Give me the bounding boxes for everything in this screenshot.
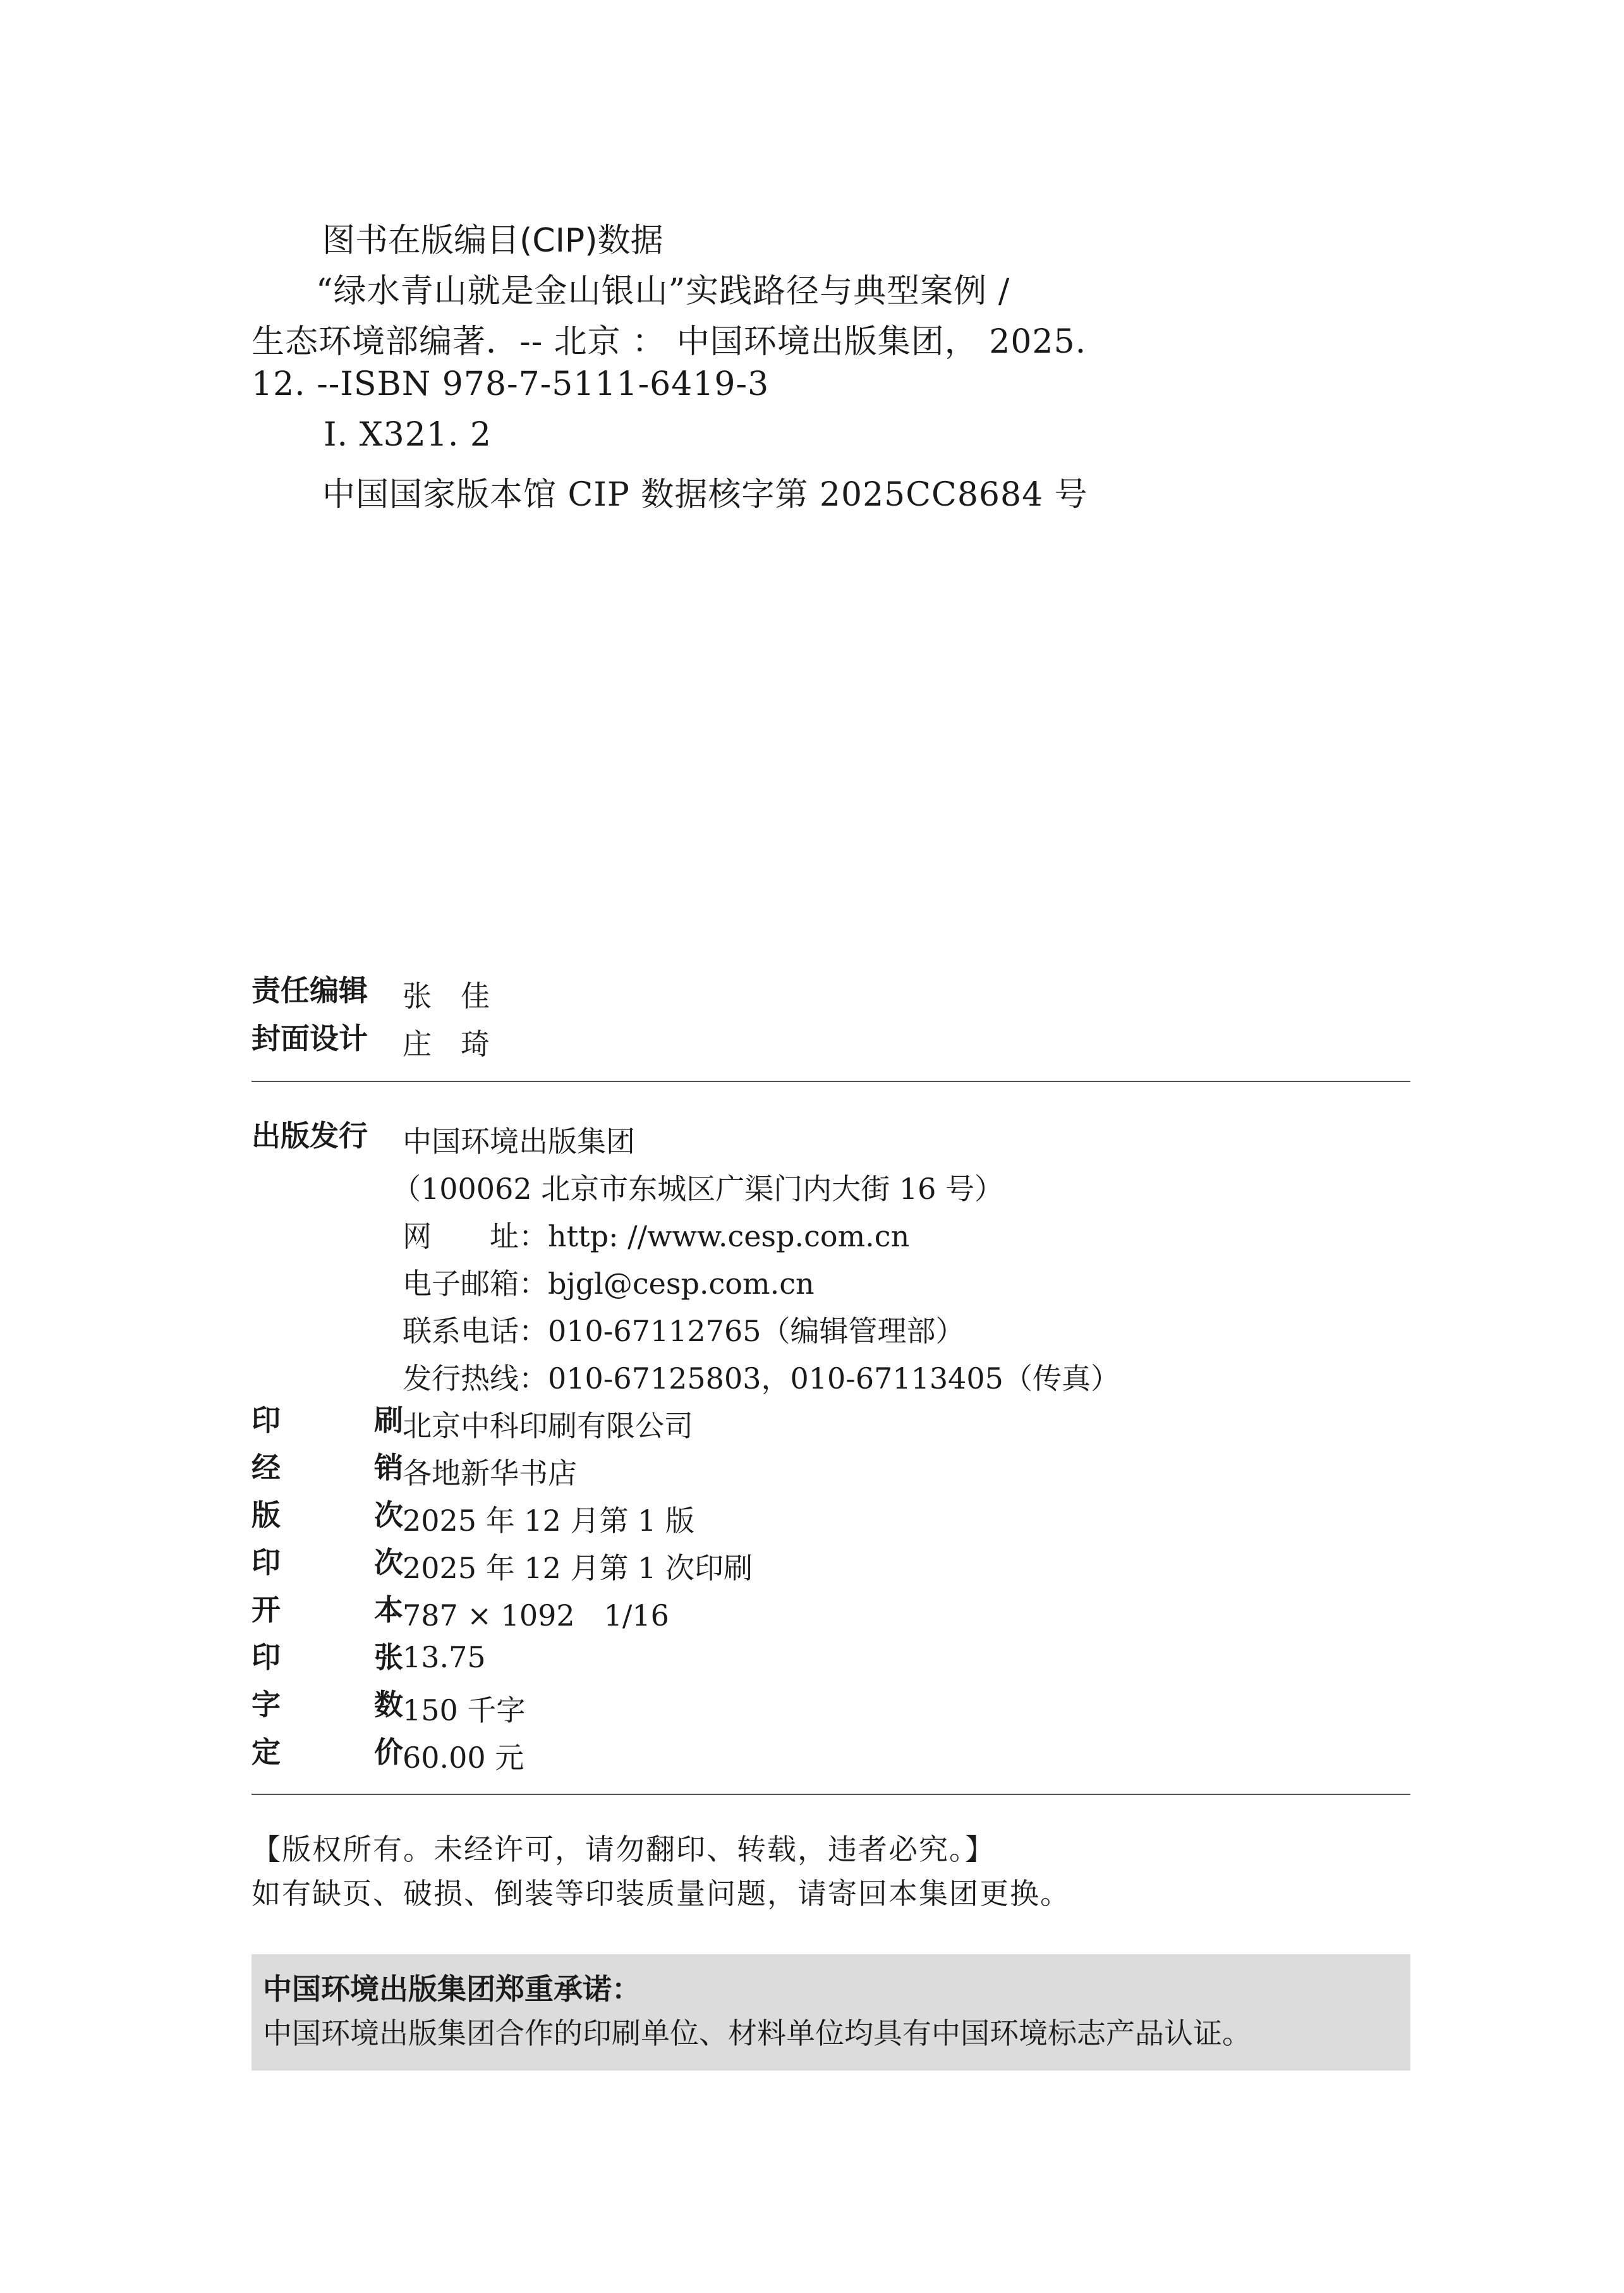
cover-row — [251, 1018, 403, 1055]
copyright-notice: 【版权所有。未经许可，请勿翻印、转载，违者必究。】 — [251, 1832, 995, 1866]
publisher-email — [403, 1261, 815, 1303]
cip-verification: 中国国家版本馆 CIP 数据核字第 2025CC8684 号 — [322, 476, 1088, 514]
phone-value: 010-67112765（编辑管理部） — [548, 1314, 965, 1348]
cover-label: 封面设计 — [251, 1021, 368, 1055]
publisher-name: 中国环境出版集团 — [403, 1124, 635, 1159]
publisher-row — [251, 1115, 403, 1153]
divider-bottom — [251, 1794, 1410, 1795]
cip-book-title: “绿水青山就是金山银山”实践路径与典型案例 / — [316, 272, 1010, 310]
website-label: 网 址： — [403, 1219, 548, 1253]
spec-value-printer: 北京中科印刷有限公司 — [403, 1409, 693, 1443]
editor-row — [251, 970, 403, 1007]
publisher-label: 出版发行 — [251, 1119, 368, 1153]
spec-row-format — [251, 1589, 403, 1627]
spec-row-wordcount — [251, 1684, 403, 1722]
email-value: bjgl@cesp.com.cn — [548, 1267, 815, 1301]
spec-row-edition — [251, 1494, 403, 1532]
phone-label: 联系电话： — [403, 1314, 548, 1348]
spec-row-distributor — [251, 1447, 403, 1485]
cip-isbn-line: 12. --ISBN 978-7-5111-6419-3 — [251, 365, 770, 403]
publisher-hotline — [403, 1356, 1120, 1397]
commitment-text: 中国环境出版集团合作的印刷单位、材料单位均具有中国环境标志产品认证。 — [263, 2016, 1251, 2050]
spec-label: 印 张 — [251, 1640, 403, 1674]
spec-label: 版 次 — [251, 1498, 403, 1532]
cip-classification: Ⅰ. X321. 2 — [324, 416, 492, 454]
spec-value-format: 787 × 1092 1/16 — [403, 1598, 669, 1633]
quality-notice: 如有缺页、破损、倒装等印装质量问题，请寄回本集团更换。 — [251, 1876, 1070, 1911]
divider-top — [251, 1081, 1410, 1082]
editor-label: 责任编辑 — [251, 973, 368, 1007]
spec-value-price: 60.00 元 — [403, 1741, 524, 1775]
cover-value: 庄 琦 — [403, 1027, 490, 1061]
publisher-website — [403, 1213, 909, 1255]
spec-row-impression — [251, 1542, 403, 1579]
spec-row-price — [251, 1731, 403, 1769]
hotline-value: 010-67125803，010-67113405（传真） — [548, 1361, 1120, 1396]
editor-value: 张 佳 — [403, 979, 490, 1013]
spec-row-printer — [251, 1399, 403, 1437]
commitment-title: 中国环境出版集团郑重承诺： — [263, 1972, 641, 2006]
spec-label: 印 刷 — [251, 1403, 403, 1437]
spec-label: 字 数 — [251, 1688, 403, 1722]
cip-heading: 图书在版编目(CIP)数据 — [322, 222, 664, 260]
website-value: http: //www.cesp.com.cn — [548, 1219, 910, 1253]
spec-label: 印 次 — [251, 1545, 403, 1579]
commitment-box — [251, 1954, 1410, 2071]
spec-value-sheets: 13.75 — [403, 1640, 486, 1674]
spec-value-distributor: 各地新华书店 — [403, 1456, 577, 1490]
spec-value-edition: 2025 年 12 月第 1 版 — [403, 1504, 694, 1538]
cip-author-line: 生态环境部编著．-- 北京 ： 中国环境出版集团， 2025. — [251, 323, 1087, 361]
publisher-phone — [403, 1308, 964, 1350]
hotline-label: 发行热线： — [403, 1361, 548, 1396]
spec-value-wordcount: 150 千字 — [403, 1693, 526, 1727]
publisher-address: （100062 北京市东城区广渠门内大街 16 号） — [392, 1172, 1003, 1206]
spec-row-sheets — [251, 1636, 403, 1674]
spec-label: 定 价 — [251, 1735, 403, 1769]
spec-label: 开 本 — [251, 1593, 403, 1627]
spec-label: 经 销 — [251, 1451, 403, 1485]
spec-value-impression: 2025 年 12 月第 1 次印刷 — [403, 1551, 753, 1585]
email-label: 电子邮箱： — [403, 1267, 548, 1301]
